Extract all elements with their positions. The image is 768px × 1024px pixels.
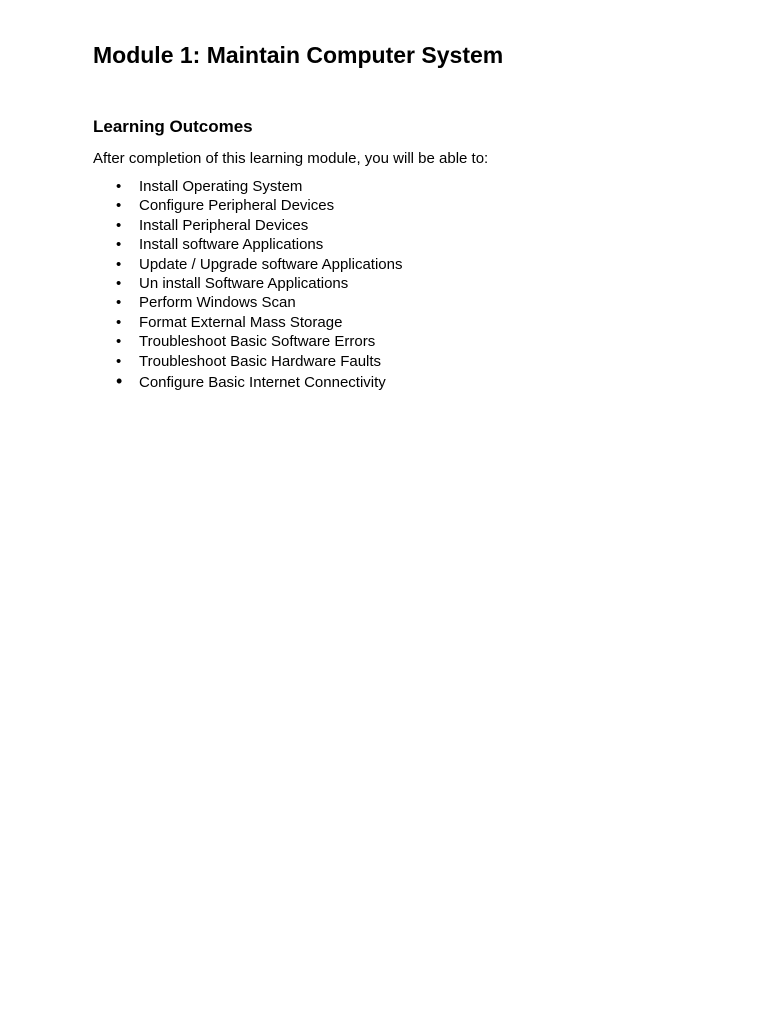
list-item-text: Perform Windows Scan: [139, 294, 296, 312]
list-item: [93, 196, 593, 215]
section-heading-learning-outcomes: Learning Outcomes: [93, 117, 253, 136]
list-item: [93, 313, 593, 332]
list-item-text: Configure Basic Internet Connectivity: [139, 373, 386, 391]
list-item: [93, 293, 593, 312]
intro-paragraph: After completion of this learning module, you will be able to:: [93, 150, 489, 167]
list-item: [93, 235, 593, 254]
list-item: [93, 332, 593, 351]
learning-outcomes-list: [93, 177, 593, 392]
list-item: [93, 255, 593, 274]
list-item-text: Format External Mass Storage: [139, 313, 343, 331]
list-item-text: Install Peripheral Devices: [139, 216, 309, 234]
bullet-icon: •: [116, 352, 122, 370]
bullet-icon: •: [116, 197, 122, 215]
bullet-icon: •: [116, 313, 122, 331]
list-item-text: Install Operating System: [139, 178, 303, 195]
bullet-icon: •: [116, 236, 122, 254]
page-title: Module 1: Maintain Computer System: [93, 42, 504, 68]
bullet-icon: •: [116, 370, 123, 391]
list-item-text: Install software Applications: [139, 236, 324, 254]
list-item-text: Troubleshoot Basic Hardware Faults: [139, 352, 382, 370]
list-item: [93, 216, 593, 235]
list-item-text: Update / Upgrade software Applications: [139, 255, 403, 273]
bullet-icon: •: [116, 216, 122, 234]
bullet-icon: •: [116, 274, 122, 292]
bullet-icon: •: [116, 294, 122, 312]
list-item: [93, 352, 593, 371]
list-item: [93, 274, 593, 293]
list-item: [93, 370, 593, 392]
list-item-text: Configure Peripheral Devices: [139, 197, 335, 215]
list-item: [93, 177, 593, 196]
list-item-text: Un install Software Applications: [139, 274, 349, 292]
bullet-icon: •: [116, 333, 122, 351]
bullet-icon: •: [116, 255, 122, 273]
bullet-icon: •: [116, 178, 122, 195]
list-item-text: Troubleshoot Basic Software Errors: [139, 333, 376, 351]
